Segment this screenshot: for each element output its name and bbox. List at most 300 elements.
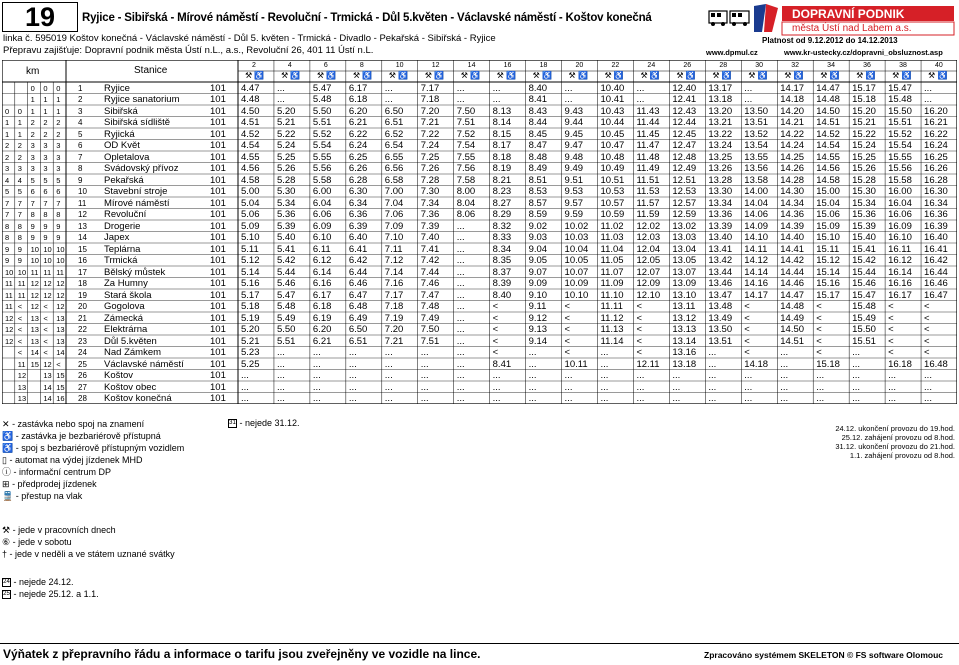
departure-time: 7.14	[384, 266, 404, 278]
departure-time: 15.47	[888, 82, 912, 94]
departure-time: 4.47	[241, 82, 260, 94]
departure-time: 14.50	[780, 324, 805, 335]
km-value: 1	[56, 95, 61, 104]
departure-time: 5.23	[241, 347, 260, 358]
legend-item-ticket-machine: ▯ - automat na výdej jízdenek MHD	[2, 455, 143, 465]
website-dpmul[interactable]: www.dpmul.cz	[706, 48, 758, 57]
departure-time: 8.21	[492, 174, 512, 186]
departure-time: 6.58	[384, 174, 404, 186]
tariff-zone: 101	[210, 278, 226, 289]
departure-time: 7.04	[384, 197, 404, 209]
km-value: 10	[5, 267, 14, 277]
stop-order: 2	[78, 95, 83, 104]
note-code-24: 24	[3, 579, 10, 586]
departure-time: 8.32	[492, 220, 512, 232]
departure-time: 6.41	[348, 243, 368, 255]
trip-days-icon: ⚒ ♿	[604, 71, 624, 80]
departure-time: 7.56	[456, 163, 476, 174]
departure-time: 14.50	[816, 105, 840, 117]
departure-time: 12.11	[636, 358, 660, 370]
departure-time: 11.04	[600, 243, 624, 255]
departure-time: 5.50	[312, 105, 332, 117]
trip-days-icon: ⚒ ♿	[820, 71, 840, 80]
departure-time: 15.36	[852, 209, 876, 220]
departure-time: 10.11	[564, 358, 588, 370]
departure-time: 8.43	[528, 105, 548, 117]
departure-time: ...	[492, 370, 501, 381]
departure-time: 6.46	[348, 278, 368, 289]
departure-time: <	[492, 301, 499, 312]
departure-time: ...	[384, 381, 393, 393]
km-value: 15	[30, 359, 39, 369]
departure-time: 7.48	[420, 301, 440, 312]
departure-time: <	[564, 347, 571, 358]
km-value: <	[17, 313, 23, 323]
website-kraj[interactable]: www.kr-ustecky.cz/dopravni_obsluznost.asp	[784, 48, 943, 57]
km-value: 9	[17, 244, 22, 254]
departure-time: 8.04	[456, 197, 476, 209]
km-value: 11	[5, 279, 13, 288]
stop-name: Sibiřská sídliště	[104, 117, 170, 128]
legend-item-on-request: ✕ - zastávka nebo spoj na znamení	[2, 419, 145, 429]
departure-time: 12.53	[672, 186, 697, 197]
tariff-zone: 101	[210, 220, 226, 232]
tariff-zone: 101	[210, 301, 226, 312]
km-value: 2	[43, 118, 48, 127]
departure-time: ...	[888, 381, 897, 393]
departure-time: <	[888, 301, 894, 312]
km-value: 3	[30, 141, 35, 150]
tariff-zone: 101	[210, 289, 226, 301]
departure-time: 16.25	[924, 151, 948, 163]
departure-time: 12.07	[636, 266, 661, 278]
km-value: 12	[5, 313, 14, 323]
departure-time: 6.00	[312, 186, 332, 197]
departure-time: 6.26	[348, 163, 368, 174]
departure-time: 14.24	[780, 140, 805, 151]
km-value: 12	[5, 336, 14, 346]
departure-time: 14.09	[744, 220, 769, 232]
departure-time: <	[636, 347, 642, 358]
km-value: 9	[30, 233, 35, 242]
departure-time: <	[924, 312, 930, 324]
stop-name: Trmická	[104, 255, 138, 266]
trip-number: 10	[395, 62, 404, 69]
departure-time: 15.18	[852, 94, 876, 105]
departure-time: 16.39	[924, 220, 948, 232]
departure-time: 7.41	[420, 243, 440, 255]
stop-name: Svádovský přívoz	[104, 163, 179, 174]
departure-time: ...	[312, 381, 321, 393]
departure-time: 6.48	[348, 301, 368, 312]
departure-time: <	[636, 335, 642, 347]
departure-time: 10.41	[600, 94, 625, 105]
departure-time: 14.11	[744, 243, 768, 255]
trip-number: 8	[359, 62, 364, 69]
cross-sunday-icon: †	[2, 549, 8, 559]
holiday-notes	[780, 424, 955, 460]
departure-time: 8.51	[528, 174, 548, 186]
departure-time: 6.18	[348, 94, 368, 105]
departure-time: ...	[241, 381, 249, 393]
departure-time: 16.21	[924, 117, 948, 128]
departure-time: 12.49	[672, 163, 697, 174]
departure-time: ...	[852, 370, 861, 381]
departure-time: <	[564, 301, 571, 312]
departure-time: 5.30	[276, 186, 296, 197]
departure-time: 7.12	[384, 255, 404, 266]
departure-time: 5.19	[241, 312, 260, 324]
departure-time: 5.22	[276, 128, 296, 140]
tariff-zone: 101	[210, 94, 226, 105]
km-value: 0	[56, 83, 61, 93]
departure-time: 5.46	[276, 278, 296, 289]
departure-time: 15.22	[852, 128, 876, 140]
trip-days-icon: ⚒ ♿	[388, 71, 409, 80]
km-value: 6	[43, 187, 48, 196]
legend-item-sunday: † - jede v neděli a ve státem uznané svátky	[2, 549, 175, 559]
departure-time: 5.14	[241, 266, 260, 278]
departure-time: ...	[456, 243, 465, 255]
departure-time: 10.51	[600, 174, 625, 186]
stop-order: 17	[78, 267, 87, 277]
departure-time: ...	[816, 370, 825, 381]
footer-credit: Zpracováno systémem SKELETON © FS software Olomouc	[704, 650, 943, 660]
legend-note-24: 24 - nejede 24.12.	[3, 577, 74, 587]
km-value: 2	[56, 118, 61, 127]
stop-name: Václavské náměstí	[104, 358, 184, 370]
departure-time: 16.40	[924, 232, 948, 243]
departure-time: 5.47	[276, 289, 296, 301]
departure-time: 15.44	[852, 266, 876, 278]
departure-time: 16.04	[888, 197, 912, 209]
departure-time: 7.16	[384, 278, 404, 289]
departure-time: 9.12	[528, 312, 548, 324]
departure-time: 13.34	[708, 197, 733, 209]
departure-time: 15.56	[888, 163, 912, 174]
km-value: 9	[5, 256, 10, 265]
departure-time: 7.19	[384, 312, 404, 324]
departure-time: 10.45	[600, 128, 625, 140]
km-value: 3	[43, 164, 48, 173]
departure-time: 16.10	[888, 232, 912, 243]
stop-name: Za Humny	[104, 278, 148, 289]
stop-name: Elektrárna	[104, 324, 148, 335]
departure-time: 5.36	[276, 209, 296, 220]
departure-time: 14.51	[816, 117, 840, 128]
km-value: 13	[56, 313, 65, 323]
departure-time: 13.13	[672, 324, 697, 335]
departure-time: 6.55	[384, 151, 404, 163]
departure-time: 13.49	[708, 312, 733, 324]
departure-time: ...	[600, 393, 609, 404]
departure-time: ...	[744, 82, 753, 94]
departure-time: 16.14	[888, 266, 912, 278]
departure-time: 11.07	[600, 266, 624, 278]
departure-time: 11.03	[600, 232, 624, 243]
km-value: 12	[43, 290, 52, 300]
departure-time: 15.09	[816, 220, 840, 232]
km-value: 12	[56, 290, 65, 300]
departure-time: 5.55	[312, 151, 332, 163]
departure-time: 11.59	[636, 209, 660, 220]
stop-order: 1	[78, 83, 83, 93]
tariff-zone: 101	[210, 105, 226, 117]
departure-time: 4.52	[241, 128, 260, 140]
departure-time: 5.25	[241, 358, 260, 370]
departure-time: 15.06	[816, 209, 840, 220]
departure-time: ...	[744, 94, 753, 105]
km-value: 7	[30, 198, 35, 208]
trip-days-icon: ⚒ ♿	[640, 71, 660, 80]
departure-time: 7.06	[384, 209, 404, 220]
departure-time: 13.22	[708, 128, 733, 140]
departure-time: 10.09	[564, 278, 589, 289]
departure-time: 15.54	[888, 140, 912, 151]
ticket-machine-icon: ▯	[2, 455, 7, 465]
departure-time: <	[744, 335, 750, 347]
departure-time: 9.51	[564, 174, 584, 186]
departure-time: ...	[924, 393, 932, 404]
departure-time: ...	[276, 347, 285, 358]
ticket-sales-icon: ⊞	[2, 479, 10, 489]
departure-time: 6.24	[348, 140, 368, 151]
km-value: 2	[56, 129, 61, 139]
departure-time: 16.30	[924, 186, 948, 197]
departure-time: 14.54	[816, 140, 840, 151]
departure-time: ...	[600, 370, 609, 381]
legend-item-barrier-free-vehicle: ♿ - spoj s bezbariérově přístupným vozidlem	[2, 443, 185, 453]
departure-time: ...	[636, 94, 645, 105]
departure-time: 14.56	[816, 163, 840, 174]
departure-time: 11.12	[600, 312, 624, 324]
departure-time: 15.24	[852, 140, 876, 151]
departure-time: 14.48	[780, 301, 805, 312]
departure-time: 5.06	[241, 209, 260, 220]
departure-time: ...	[708, 381, 717, 393]
km-value: 9	[5, 244, 10, 254]
departure-time: ...	[276, 94, 285, 105]
trip-days-icon: ⚒ ♿	[928, 71, 948, 80]
km-value: 7	[56, 198, 61, 208]
departure-time: 13.18	[672, 358, 697, 370]
departure-time: 16.06	[888, 209, 912, 220]
departure-time: <	[744, 312, 750, 324]
departure-time: 16.28	[924, 174, 948, 186]
departure-time: 12.59	[672, 209, 697, 220]
km-value: <	[56, 359, 61, 369]
departure-time: 9.48	[564, 151, 584, 163]
departure-time: 15.16	[816, 278, 840, 289]
departure-time: ...	[780, 381, 789, 393]
tariff-zone: 101	[210, 232, 226, 243]
departure-time: 16.26	[924, 163, 948, 174]
departure-time: 11.53	[636, 186, 660, 197]
departure-time: 8.41	[528, 94, 548, 105]
departure-time: ...	[456, 393, 465, 404]
km-value: 5	[5, 187, 10, 196]
departure-time: ...	[348, 370, 357, 381]
departure-time: 9.14	[528, 335, 548, 347]
departure-time: 14.16	[744, 278, 769, 289]
tariff-zone: 101	[210, 243, 226, 255]
departure-time: 11.57	[636, 197, 660, 209]
trip-number: 16	[503, 62, 512, 69]
departure-time: 8.53	[528, 186, 548, 197]
km-value: 3	[5, 164, 10, 173]
departure-time: 6.56	[384, 163, 404, 174]
departure-time: 14.17	[744, 289, 769, 301]
departure-time: 13.48	[708, 301, 733, 312]
legend-symbols	[2, 418, 184, 600]
departure-time: 9.43	[564, 105, 584, 117]
km-value: 1	[56, 106, 61, 116]
departure-time: ...	[744, 370, 753, 381]
stop-order: 25	[78, 359, 87, 369]
departure-time: 13.40	[708, 232, 733, 243]
departure-time: 16.12	[888, 255, 912, 266]
km-value: 11	[43, 267, 52, 277]
departure-time: 8.49	[528, 163, 548, 174]
departure-time: 8.19	[492, 163, 512, 174]
departure-time: 15.47	[852, 289, 876, 301]
departure-time: 8.35	[492, 255, 512, 266]
km-header: km	[26, 66, 40, 77]
departure-time: 5.04	[241, 197, 260, 209]
departure-time: 6.44	[348, 266, 368, 278]
departure-time: 6.11	[312, 243, 331, 255]
departure-time: 13.05	[672, 255, 697, 266]
km-value: 3	[43, 152, 48, 162]
departure-time: 5.48	[312, 94, 332, 105]
info-icon: ⓘ	[2, 467, 12, 477]
km-value: 14	[56, 348, 65, 357]
departure-time: 15.17	[852, 82, 876, 94]
departure-time: 13.30	[708, 186, 733, 197]
km-value: 5	[43, 175, 48, 185]
departure-time: ...	[384, 358, 393, 370]
departure-time: <	[744, 301, 750, 312]
km-value: 7	[17, 210, 22, 219]
km-value: 7	[17, 198, 22, 208]
departure-time: <	[492, 335, 499, 347]
departure-time: 10.05	[564, 255, 589, 266]
departure-time: ...	[456, 381, 465, 393]
validity-dates: Platnost od 9.12.2012 do 14.12.2013	[762, 36, 898, 45]
holiday-note: 24.12. ukončení provozu do 19.hod.	[835, 424, 955, 433]
departure-time: 6.22	[348, 128, 368, 140]
km-value: 5	[17, 187, 22, 196]
departure-time: 13.07	[672, 266, 697, 278]
departure-time: 15.12	[816, 255, 840, 266]
departure-time: 7.20	[384, 324, 404, 335]
trip-days-icon: ⚒ ♿	[280, 71, 301, 80]
departure-time: ...	[852, 381, 861, 393]
departure-time: 7.21	[384, 335, 404, 347]
km-value: 12	[43, 359, 52, 369]
departure-time: 7.17	[420, 82, 440, 94]
stop-order: 13	[78, 221, 87, 231]
km-value: <	[43, 325, 48, 334]
legend-item-train-transfer: 🚆 - přestup na vlak	[2, 491, 83, 501]
departure-time: <	[888, 324, 894, 335]
trip-number: 6	[323, 62, 328, 69]
km-value: 0	[17, 106, 22, 116]
stop-name: Důl 5.květen	[104, 335, 157, 347]
departure-time: 14.18	[780, 94, 805, 105]
km-value: 3	[17, 164, 22, 173]
departure-time: 6.12	[312, 255, 332, 266]
departure-time: ...	[456, 82, 465, 94]
line-number-box	[2, 2, 78, 32]
km-value: 13	[17, 394, 27, 403]
departure-time: 13.51	[708, 335, 733, 347]
departure-time: 8.33	[492, 232, 512, 243]
departure-time: 13.51	[744, 117, 769, 128]
trip-number: 24	[647, 62, 656, 69]
departure-time: 12.04	[636, 243, 661, 255]
km-value: 7	[5, 210, 10, 219]
km-value: 2	[30, 118, 35, 127]
train-icon: 🚆	[2, 491, 14, 501]
departure-time: 13.11	[672, 301, 696, 312]
trip-days-icon: ⚒ ♿	[748, 71, 768, 80]
km-value: 8	[56, 210, 61, 219]
stop-name: OD Květ	[104, 140, 140, 151]
departure-time: 13.18	[708, 94, 733, 105]
km-value: 12	[30, 290, 39, 300]
departure-time: 13.56	[744, 163, 769, 174]
km-value: 12	[56, 279, 65, 288]
departure-time: 13.20	[708, 105, 733, 117]
departure-time: 6.16	[312, 278, 332, 289]
holiday-note: 1.1. zahájení provozu od 8.hod.	[849, 451, 955, 460]
km-value: <	[17, 336, 23, 346]
km-value: 12	[43, 279, 52, 288]
km-value: 1	[43, 106, 48, 116]
km-value: 7	[5, 198, 10, 208]
departure-time: 4.55	[241, 151, 260, 163]
departure-time: 14.51	[780, 335, 805, 347]
departure-time: 6.19	[312, 312, 332, 324]
departure-time: 14.58	[816, 174, 840, 186]
departure-time: 13.50	[708, 324, 733, 335]
departure-time: 6.39	[348, 220, 368, 232]
stop-name: Ryjická	[104, 128, 135, 140]
tariff-zone: 101	[210, 324, 226, 335]
stop-order: 12	[78, 210, 87, 219]
departure-time: 13.14	[672, 335, 697, 347]
stop-name: Opletalova	[104, 151, 150, 163]
departure-time: ...	[744, 381, 753, 393]
departure-time: 6.20	[348, 105, 368, 117]
departure-time: 12.10	[636, 289, 661, 301]
departure-time: <	[924, 347, 930, 358]
km-value: 9	[56, 221, 61, 231]
departure-time: 7.46	[420, 278, 440, 289]
km-value: 5	[56, 175, 61, 185]
departure-time: <	[564, 312, 571, 324]
departure-time: 9.05	[528, 255, 548, 266]
trip-number: 38	[899, 62, 907, 69]
km-value: 9	[43, 221, 48, 231]
departure-time: <	[816, 335, 822, 347]
departure-time: 11.10	[600, 289, 624, 301]
departure-time: 9.13	[528, 324, 548, 335]
tariff-zone: 101	[210, 209, 226, 220]
departure-time: 13.39	[708, 220, 733, 232]
line-number: 19	[24, 1, 56, 32]
